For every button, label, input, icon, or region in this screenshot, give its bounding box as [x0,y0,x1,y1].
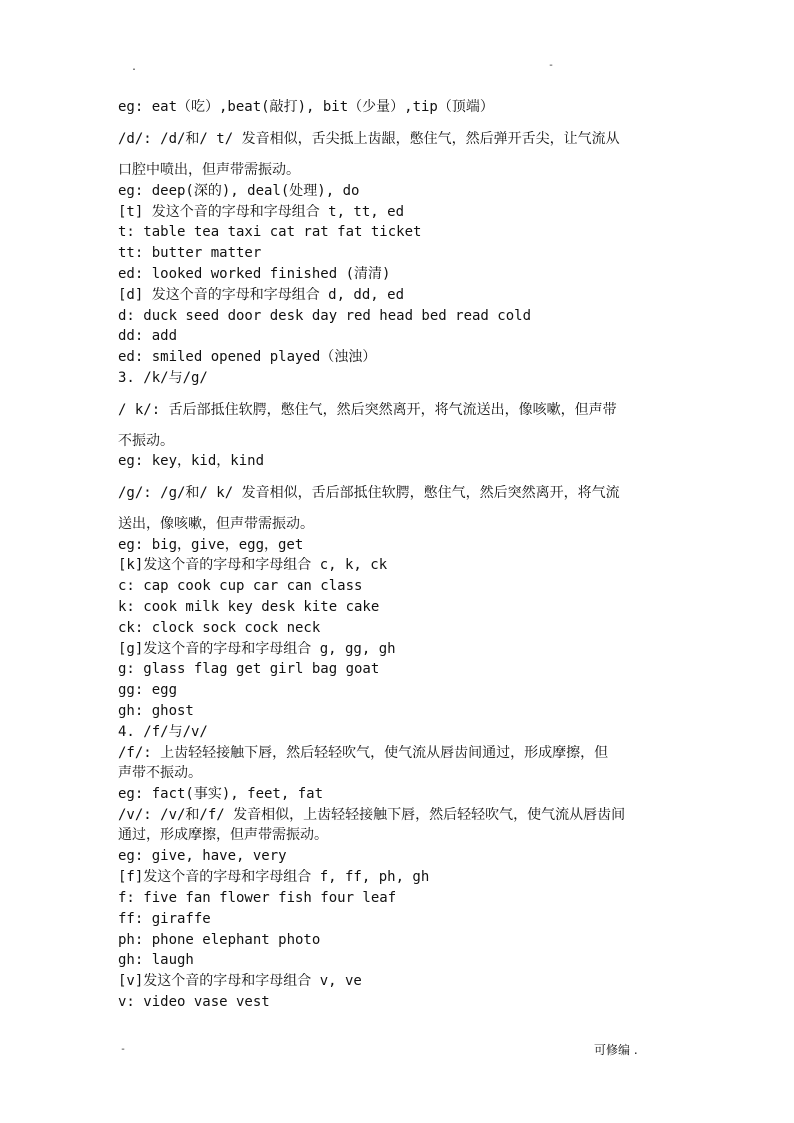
text-line: eg: big，give，egg，get [118,537,304,553]
text-line: [d] 发这个音的字母和字母组合 d, dd, ed [118,287,405,303]
text-line: eg: eat（吃）,beat(敲打), bit（少量）,tip（顶端） [118,99,494,115]
text-line: /v/: /v/和/f/ 发音相似，上齿轻轻接触下唇，然后轻轻吹气，使气流从唇齿间 [118,807,626,823]
text-line: /f/: 上齿轻轻接触下唇，然后轻轻吹气，使气流从唇齿间通过，形成摩擦，但 [118,745,609,761]
text-line: g: glass flag get girl bag goat [118,661,380,677]
text-line: 送出，像咳嗽，但声带需振动。 [118,516,314,532]
header-mark-right: - [548,60,555,71]
text-line: eg: key，kid，kind [118,453,265,469]
text-line: 不振动。 [118,433,174,449]
text-line: gh: ghost [118,703,194,719]
text-line: ck: clock sock cock neck [118,620,321,636]
text-line: v: video vase vest [118,994,270,1010]
text-line: tt: butter matter [118,245,262,261]
text-line: d: duck seed door desk day red head bed read cold [118,308,532,324]
text-line: / k/: 舌后部抵住软腭，憋住气，然后突然离开，将气流送出，像咳嗽，但声带 [118,402,617,418]
footer-label: 可修编 . [594,1043,638,1057]
text-line: eg: fact(事实), feet, fat [118,786,324,802]
text-line: [t] 发这个音的字母和字母组合 t, tt, ed [118,204,405,220]
text-line: t: table tea taxi cat rat fat ticket [118,224,422,240]
text-line: [k]发这个音的字母和字母组合 c, k, ck [118,557,388,573]
text-line: 通过，形成摩擦，但声带需振动。 [118,827,328,843]
header-mark-left: . [131,62,138,73]
text-line: eg: give, have, very [118,848,287,864]
footer-mark-left: - [120,1044,127,1055]
text-line: ed: smiled opened played（浊浊） [118,349,377,365]
text-line: k: cook milk key desk kite cake [118,599,380,615]
text-line: gg: egg [118,682,178,698]
text-line: /d/: /d/和/ t/ 发音相似，舌尖抵上齿龈，憋住气，然后弹开舌尖，让气流从 [118,131,620,147]
text-line: dd: add [118,328,178,344]
text-line: 3. /k/与/g/ [118,370,208,386]
text-line: [v]发这个音的字母和字母组合 v, ve [118,973,362,989]
text-line: gh: laugh [118,952,194,968]
text-line: 声带不振动。 [118,765,202,781]
text-line: c: cap cook cup car can class [118,578,363,594]
text-line: /g/: /g/和/ k/ 发音相似，舌后部抵住软腭，憋住气，然后突然离开，将气流 [118,485,620,501]
text-line: [f]发这个音的字母和字母组合 f, ff, ph, gh [118,869,430,885]
text-line: ph: phone elephant photo [118,932,321,948]
text-line: 4. /f/与/v/ [118,724,208,740]
text-line: ff: giraffe [118,911,211,927]
text-line: f: five fan flower fish four leaf [118,890,397,906]
text-line: [g]发这个音的字母和字母组合 g, gg, gh [118,641,396,657]
text-line: eg: deep(深的), deal(处理), do [118,183,360,199]
text-line: ed: looked worked finished (清清) [118,266,391,282]
text-line: 口腔中喷出，但声带需振动。 [118,162,300,178]
